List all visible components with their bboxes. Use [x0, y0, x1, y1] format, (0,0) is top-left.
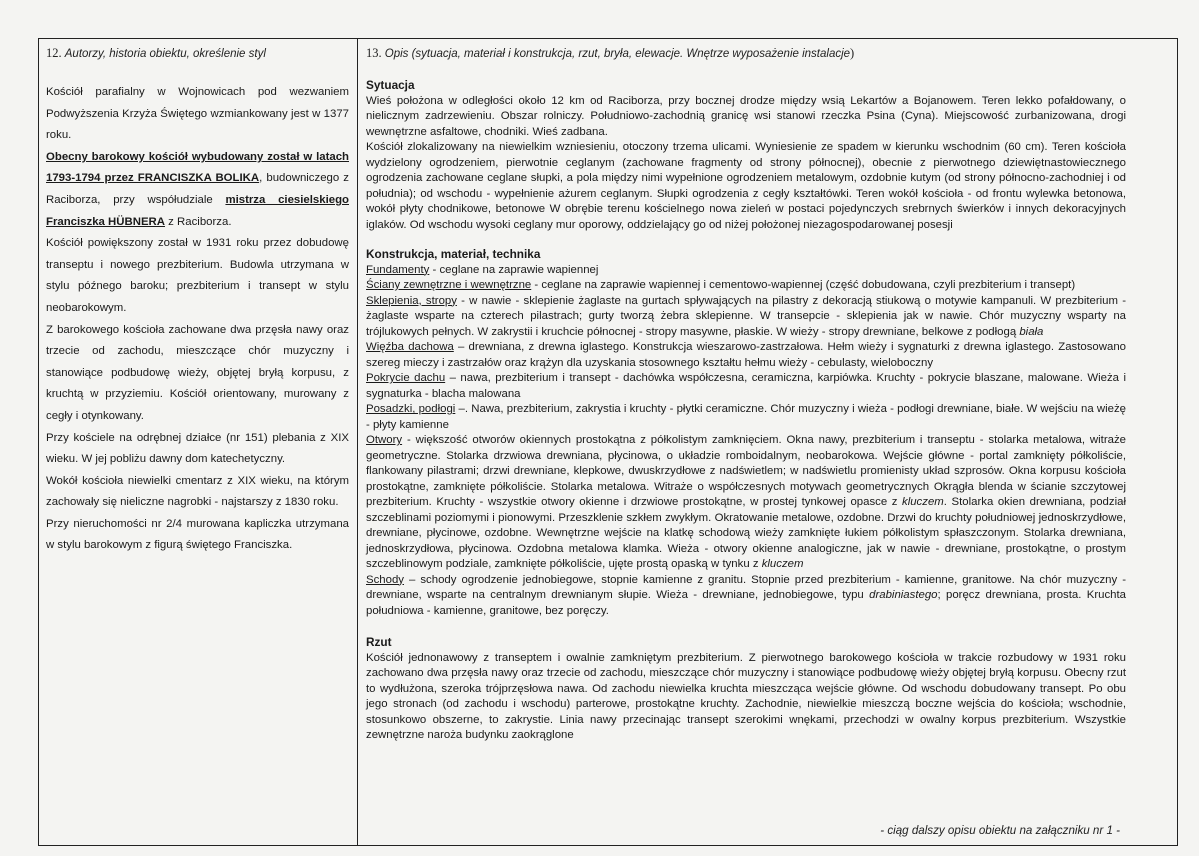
- authors-text: , budowniczego z Raciborza, przy współudziale: [46, 172, 349, 206]
- schody-label: Schody: [366, 573, 404, 586]
- history-paragraph-4: Z barokowego kościoła zachowane dwa przęsła nawy oraz trzecie od zachodu, mieszczące chór muzyczny i stanowiące podbudowę wieży, objętej bryłą korpusu, z kruchtą w przyziemiu. Kościół orientowany, murowany z cegły i otynkowany.: [46, 323, 349, 422]
- pokrycie-label: Pokrycie dachu: [366, 372, 446, 384]
- otwory-text-a: - większość otworów okiennych prostokątna z półkolistym zamknięciem. Okna nawy, prezbiterium i transeptu - stolarka metalowa, witraże geometryczne. Stolarka drzwiowa drewniana, płycinowa, o układzie romboidalnym, neobarokowa. Wejście główne - portal zamknięty półkoliście, flankowany pilastrami; drzwi drewniane, klepkowe, dwuskrzydłowe z nadświetlem; w nadświetlu promienisty układ szprosów. Okna korpusu kościoła prostokątne, zamknięte półkoliście. Stolarka metalowa. Witraże o współczesnych motywach geometrycznych Okrągła blenda w ścianie szczytowej prezbiterium. Kruchty - wszystkie otwory okienne i drzwiowe prostokątne, w prostej tynkowej opasce z: [366, 434, 1126, 508]
- schody-italic: drabiniastego: [869, 589, 938, 601]
- section-12-number: 12.: [46, 46, 62, 60]
- authors-text-end: z Raciborza.: [165, 215, 232, 228]
- history-paragraph-2: [46, 147, 349, 233]
- fundamenty-text: - ceglane na zaprawie wapiennej: [429, 263, 599, 276]
- pokrycie-text: – nawa, prezbiterium i transept - dachówka współczesna, ceramiczna, karpiówka. Kruchty - pokrycie blaszane, malowane. Wieża i sygnaturka - blacha malowana: [366, 372, 1126, 400]
- posadzki-text: –. Nawa, prezbiterium, zakrystia i kruchty - płytki ceramiczne. Chór muzyczny i wieża - podłogi drewniane, białe. W wejściu na wieżę - płyty kamienne: [366, 403, 1126, 431]
- section-13-number: 13.: [366, 46, 382, 60]
- section-12-header: [46, 46, 349, 61]
- schody-paragraph: [366, 573, 1126, 620]
- authors-underlined: Obecny barokowy kościół wybudowany został w latach 1793-1794 przez FRANCISZKA BOLIKA: [46, 150, 349, 185]
- schody-text-b: ; poręcz drewniana, prosta. Kruchta południowa - kamienne, granitowe, bez poręczy.: [366, 589, 1126, 617]
- sytuacja-paragraph-1: Wieś położona w odległości około 12 km od Raciborza, przy bocznej drodze między wsią Lekartów a Bojanowem. Teren lekko pofałdowany, o nielicznym zadrzewieniu. Obszar rolniczy. Południowo-zachodnią granicę wsi stanowi rzeczka Psina (Cyna). Miejscowość zurbanizowana, drogi wewnętrzne asfaltowe, chodniki. Wieś zadbana.: [366, 94, 1126, 138]
- otwory-paragraph: [366, 433, 1126, 573]
- rzut-heading: Rzut: [366, 635, 392, 649]
- sklepienia-italic: biała: [1019, 325, 1044, 338]
- sytuacja-heading: Sytuacja: [366, 78, 415, 92]
- otwory-label: Otwory: [366, 434, 403, 446]
- sklepienia-label: Sklepienia, stropy: [366, 294, 457, 307]
- wiezba-paragraph: [366, 340, 1126, 371]
- posadzki-label: Posadzki, podłogi: [366, 403, 456, 415]
- sciany-label: Ściany zewnętrzne i wewnętrzne: [366, 279, 532, 291]
- fundamenty-label: Fundamenty: [366, 263, 430, 276]
- left-column: [46, 46, 349, 557]
- konstrukcja-heading: Konstrukcja, materiał, technika: [366, 247, 541, 261]
- sklepienia-paragraph: [366, 294, 1126, 341]
- otwory-italic-1: kluczem: [902, 496, 944, 508]
- sklepienia-text: - w nawie - sklepienie żaglaste na gurtach spływających na pilastry z dekoracją stiukową o motywie kampanuli. W prezbiterium - żaglaste wsparte na czterech pilastrach; gurty tworzą żebra sklepienne. W transepcie - sklepienia jak w nawie. Chór muzyczny wsparty na trójlukowych pełnych. W zakrystii i kruchcie północnej - stropy masywne, płaskie. W wieży - stropy drewniane, belkowe z podłogą: [366, 294, 1126, 338]
- carpenter-underlined: mistrza ciesielskiego Franciszka HÜBNERA: [46, 193, 349, 228]
- continuation-note: - ciąg dalszy opisu obiektu na załączniku nr 1 -: [880, 824, 1120, 837]
- column-divider: [357, 38, 358, 846]
- wiezba-label: Więźba dachowa: [366, 341, 454, 353]
- history-paragraph-6: Wokół kościoła niewielki cmentarz z XIX wieku, na którym zachowały się nieliczne nagrobki - najstarszy z 1830 roku.: [46, 474, 349, 509]
- section-13-header: [366, 46, 1126, 61]
- right-column: [366, 46, 1126, 744]
- pokrycie-paragraph: [366, 371, 1126, 402]
- history-paragraph-1: Kościół parafialny w Wojnowicach pod wezwaniem Podwyższenia Krzyża Świętego wzmiankowany jest w 1377 roku.: [46, 86, 349, 142]
- history-paragraph-3: Kościół powiększony został w 1931 roku przez dobudowę transeptu i nowego prezbiterium. Budowla utrzymana w stylu późnego baroku; prezbiterium i transept w stylu neobarokowym.: [46, 237, 349, 314]
- otwory-text-b: . Stolarka okien drewniana, podział szczeblinami poziomymi i pionowymi. Przeszklenie szkłem zwykłym. Okratowanie metalowe, ozdobne. Drzwi do kruchty południowej jednoskrzydłowe, drewniane, płycinowe, ozdobne. Wewnętrzne wejście na klatkę schodową wieży zamknięte łukiem półkolistym spłaszczonym. Stolarka drewniana, jednoskrzydłowa, płycinowa. Ozdobna metalowa klamka. Wieża - otwory okienne analogiczne, jak w nawie - drewniane, prostokątne, o prostym szczeblinowym podziale, zamknięte półkoliście, ujęte prostą opaską w tynku z: [366, 496, 1126, 570]
- history-paragraph-5: Przy kościele na odrębnej działce (nr 151) plebania z XIX wieku. W jej pobliżu dawny dom katechetyczny.: [46, 431, 349, 466]
- posadzki-paragraph: [366, 402, 1126, 433]
- rzut-paragraph: Kościół jednonawowy z transeptem i owalnie zamkniętym prezbiterium. Z pierwotnego barokowego kościoła w trakcie rozbudowy w 1931 roku zachowano dwa przęsła nawy oraz trzecie od zachodu, mieszczące chór muzyczny i stanowiące podbudowę wieży objętej bryłą korpusu. Obecny rzut to wydłużona, szeroka trójprzęsłowa nawa. Od zachodu niewielka kruchta mieszcząca wejście główne. Od wschodu dobudowany transept. Po obu jego stronach (od zachodu i wschodu) parterowe, prostokątne kruchty. Zachodnie, niewielkie mieszczą boczne wejścia do kościoła; wschodnie, stosunkowo obszerne, to zakrystie. Linia nawy przecinając transept szerokimi wnękami, przechodzi w owalny korpus prezbiterium. Wszystkie zewnętrzne naroża budynku zaokrąglone: [366, 651, 1126, 741]
- wiezba-text: – drewniana, z drewna iglastego. Konstrukcja wieszarowo-zastrzałowa. Hełm wieży i sygnaturki z drewna iglastego. Zastosowano szereg mieczy i zastrzałów oraz krążyn dla uzyskania stosownego kształtu hełmu wieży - cebulasty, wieloboczny: [366, 341, 1127, 369]
- sytuacja-paragraph-2: Kościół zlokalizowany na niewielkim wzniesieniu, otoczony trzema ulicami. Wyniesienie ze spadem w kierunku wschodnim (60 cm). Teren kościoła wydzielony ogrodzeniem, pierwotnie ceglanym (zachowane fragmenty od strony północnej), obecnie z pierwotnego dziewiętnastowiecznego ogrodzenia zachowane ceglane słupki, a pola między nimi wypełnione ogrodzeniem metalowym, ozdobnie kutym (od strony północno-zachodniej i od południa); od wschodu - wypełnienie ażurem ceglanym. Słupki ogrodzenia z cegły kształtówki. Teren wokół kościoła - od frontu wylewka betonowa, wokół płyty chodnikowe, betonowe W obrębie terenu kościelnego nowa zieleń w postaci pojedynczych srebrnych świerków i innych dekoracyjnych iglaków. Od wschodu wysoki ceglany mur oporowy, oddzielający go od niżej położonej niezagospodarowanej posesji: [366, 141, 1126, 231]
- history-paragraph-7: Przy nieruchomości nr 2/4 murowana kapliczka utrzymana w stylu barokowym z figurą świętego Franciszka.: [46, 517, 349, 552]
- sciany-text: - ceglane na zaprawie wapiennej i cementowo-wapiennej (część dobudowana, czyli prezbiterium i transept): [531, 279, 1076, 291]
- sciany-line: [366, 278, 1126, 294]
- section-12-title: Autorzy, historia obiektu, określenie styl: [64, 48, 266, 60]
- fundamenty-line: [366, 263, 1126, 279]
- section-13-title: Opis (sytuacja, materiał i konstrukcja, rzut, bryła, elewacje. Wnętrze wyposażenie instalacje: [384, 48, 851, 60]
- otwory-italic-2: kluczem: [761, 558, 804, 570]
- schody-text-a: – schody ogrodzenie jednobiegowe, stopnie kamienne z granitu. Stopnie przed prezbiterium - kamienne, granitowe. Na chór muzyczny - drewniane, wsparte na centralnym drewnianym słupie. Wieża - drewniane, jednobiegowe, typu: [366, 573, 1126, 601]
- section-13-close: ): [850, 46, 855, 60]
